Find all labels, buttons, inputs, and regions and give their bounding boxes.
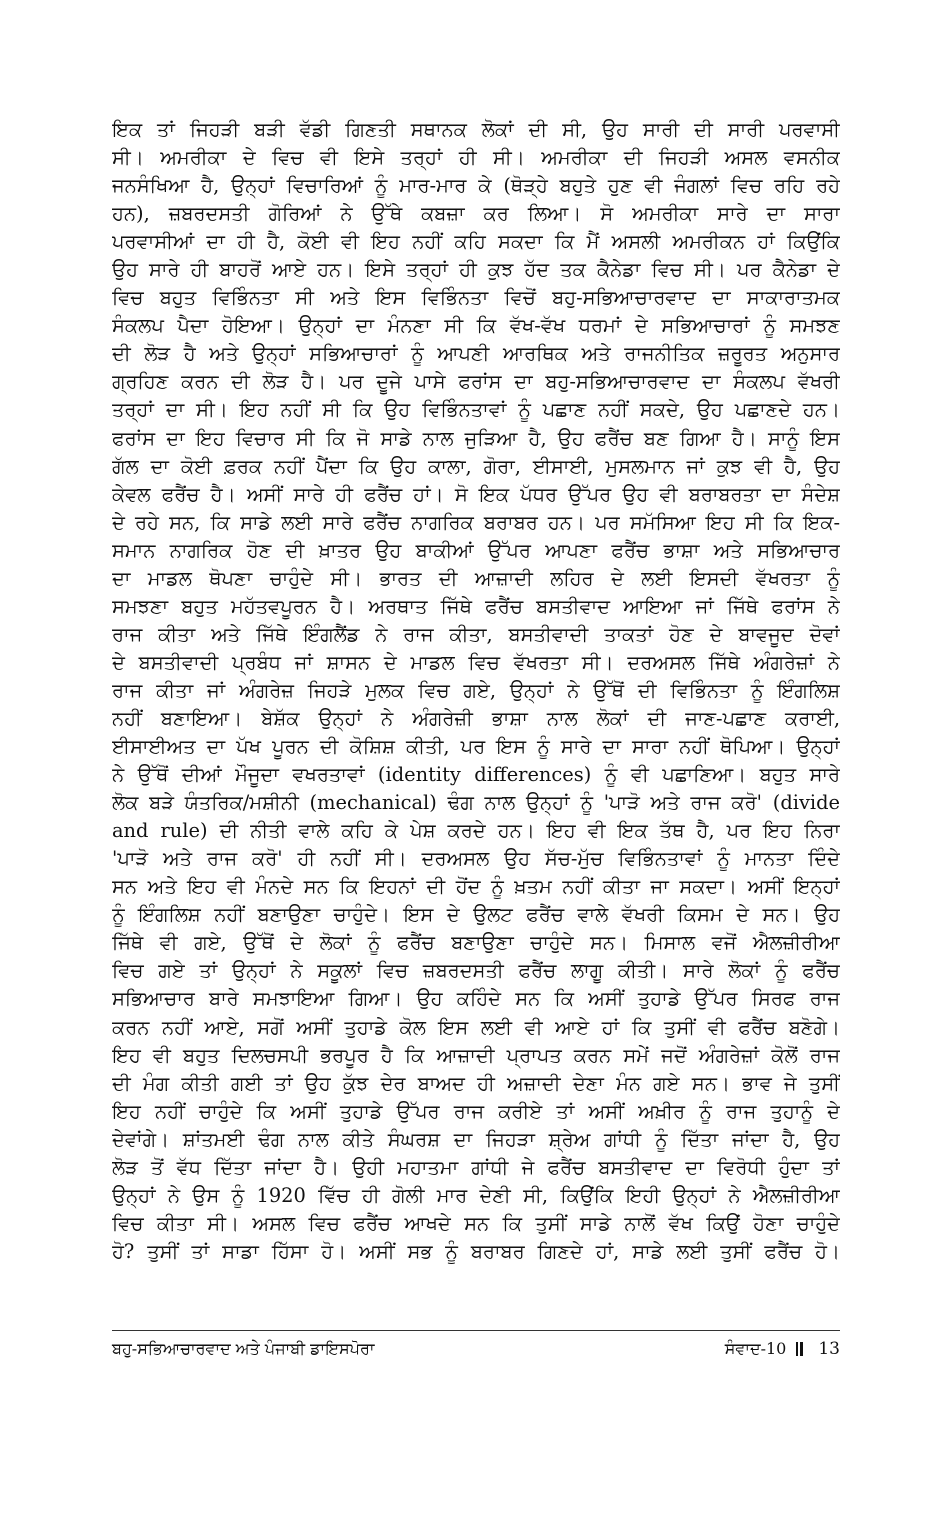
page-footer [112,1334,840,1364]
body-line: ਹਨ), ਜ਼ਬਰਦਸਤੀ ਗੋਰਿਆਂ ਨੇ ਉੱਥੇ ਕਬਜ਼ਾ ਕਰ ਲਿਆ। ਸੋ ਅਮਰੀਕਾ ਸਾਰੇ ਦਾ ਸਾਰਾ [112,202,840,226]
body-line: ਨੂੰ ਇੰਗਲਿਸ਼ ਨਹੀਂ ਬਣਾਉਣਾ ਚਾਹੁੰਦੇ। ਇਸ ਦੇ ਉਲਟ ਫਰੈਂਚ ਵਾਲੇ ਵੱਖਰੀ ਕਿਸਮ ਦੇ ਸਨ। ਉਹ [112,903,840,927]
body-line: ਨੇ ਉੱਥੋਂ ਦੀਆਂ ਮੌਜੂਦਾ ਵਖਰਤਾਵਾਂ (identity differences) ਨੂੰ ਵੀ ਪਛਾਣਿਆ। ਬਹੁਤ ਸਾਰੇ [112,763,840,787]
body-line: ਸਮਝਣਾ ਬਹੁਤ ਮਹੱਤਵਪੂਰਨ ਹੈ। ਅਰਥਾਤ ਜਿੱਥੇ ਫਰੈਂਚ ਬਸਤੀਵਾਦ ਆਇਆ ਜਾਂ ਜਿੱਥੇ ਫਰਾਂਸ ਨੇ [112,594,840,618]
body-line: ਪਰਵਾਸੀਆਂ ਦਾ ਹੀ ਹੈ, ਕੋਈ ਵੀ ਇਹ ਨਹੀਂ ਕਹਿ ਸਕਦਾ ਕਿ ਮੈਂ ਅਸਲੀ ਅਮਰੀਕਨ ਹਾਂ ਕਿਉਂਕਿ [112,230,840,254]
body-line: ਵਿਚ ਗਏ ਤਾਂ ਉਨ੍ਹਾਂ ਨੇ ਸਕੂਲਾਂ ਵਿਚ ਜ਼ਬਰਦਸਤੀ ਫਰੈਂਚ ਲਾਗੂ ਕੀਤੀ। ਸਾਰੇ ਲੋਕਾਂ ਨੂੰ ਫਰੈਂਚ [112,959,840,983]
body-line: ਈਸਾਈਅਤ ਦਾ ਪੱਖ ਪੂਰਨ ਦੀ ਕੋਸ਼ਿਸ਼ ਕੀਤੀ, ਪਰ ਇਸ ਨੂੰ ਸਾਰੇ ਦਾ ਸਾਰਾ ਨਹੀਂ ਥੋਪਿਆ। ਉਨ੍ਹਾਂ [112,735,840,759]
body-line: ਹੋ? ਤੁਸੀਂ ਤਾਂ ਸਾਡਾ ਹਿੱਸਾ ਹੋ। ਅਸੀਂ ਸਭ ਨੂੰ ਬਰਾਬਰ ਗਿਣਦੇ ਹਾਂ, ਸਾਡੇ ਲਈ ਤੁਸੀਂ ਫਰੈਂਚ ਹੋ। [112,1239,840,1263]
body-line: ਫਰਾਂਸ ਦਾ ਇਹ ਵਿਚਾਰ ਸੀ ਕਿ ਜੋ ਸਾਡੇ ਨਾਲ ਜੁੜਿਆ ਹੈ, ਉਹ ਫਰੈਂਚ ਬਣ ਗਿਆ ਹੈ। ਸਾਨੂੰ ਇਸ [112,426,840,450]
body-line: ਰਾਜ ਕੀਤਾ ਜਾਂ ਅੰਗਰੇਜ਼ ਜਿਹੜੇ ਮੁਲਕ ਵਿਚ ਗਏ, ਉਨ੍ਹਾਂ ਨੇ ਉੱਥੋਂ ਦੀ ਵਿਭਿੰਨਤਾ ਨੂੰ ਇੰਗਲਿਸ਼ [112,678,840,702]
body-line: ਵਿਚ ਕੀਤਾ ਸੀ। ਅਸਲ ਵਿਚ ਫਰੈਂਚ ਆਖਦੇ ਸਨ ਕਿ ਤੁਸੀਂ ਸਾਡੇ ਨਾਲੋਂ ਵੱਖ ਕਿਉਂ ਹੋਣਾ ਚਾਹੁੰਦੇ [112,1211,840,1235]
body-line: 'ਪਾੜੋ ਅਤੇ ਰਾਜ ਕਰੋ' ਹੀ ਨਹੀਂ ਸੀ। ਦਰਅਸਲ ਉਹ ਸੱਚ-ਮੁੱਚ ਵਿਭਿੰਨਤਾਵਾਂ ਨੂੰ ਮਾਨਤਾ ਦਿੰਦੇ [112,847,840,871]
double-bar-icon [794,1341,806,1357]
body-line: ਦੇ ਬਸਤੀਵਾਦੀ ਪ੍ਰਬੰਧ ਜਾਂ ਸ਼ਾਸਨ ਦੇ ਮਾਡਲ ਵਿਚ ਵੱਖਰਤਾ ਸੀ। ਦਰਅਸਲ ਜਿੱਥੇ ਅੰਗਰੇਜ਼ਾਂ ਨੇ [112,650,840,674]
page-number: 13 [818,1339,840,1359]
body-line: ਇਹ ਵੀ ਬਹੁਤ ਦਿਲਚਸਪੀ ਭਰਪੂਰ ਹੈ ਕਿ ਆਜ਼ਾਦੀ ਪ੍ਰਾਪਤ ਕਰਨ ਸਮੇਂ ਜਦੋਂ ਅੰਗਰੇਜ਼ਾਂ ਕੋਲੋਂ ਰਾਜ [112,1043,840,1067]
body-line: ਗੱਲ ਦਾ ਕੋਈ ਫ਼ਰਕ ਨਹੀਂ ਪੈਂਦਾ ਕਿ ਉਹ ਕਾਲਾ, ਗੋਰਾ, ਈਸਾਈ, ਮੁਸਲਮਾਨ ਜਾਂ ਕੁਝ ਵੀ ਹੈ, ਉਹ [112,454,840,478]
footer-rule [112,1330,840,1331]
body-line: ਇਹ ਨਹੀਂ ਚਾਹੁੰਦੇ ਕਿ ਅਸੀਂ ਤੁਹਾਡੇ ਉੱਪਰ ਰਾਜ ਕਰੀਏ ਤਾਂ ਅਸੀਂ ਅਖ਼ੀਰ ਨੂੰ ਰਾਜ ਤੁਹਾਨੂੰ ਦੇ [112,1099,840,1123]
body-line: ਲੋੜ ਤੋਂ ਵੱਧ ਦਿੱਤਾ ਜਾਂਦਾ ਹੈ। ਉਹੀ ਮਹਾਤਮਾ ਗਾਂਧੀ ਜੇ ਫਰੈਂਚ ਬਸਤੀਵਾਦ ਦਾ ਵਿਰੋਧੀ ਹੁੰਦਾ ਤਾਂ [112,1155,840,1179]
body-line: ਨਹੀਂ ਬਣਾਇਆ। ਬੇਸ਼ੱਕ ਉਨ੍ਹਾਂ ਨੇ ਅੰਗਰੇਜ਼ੀ ਭਾਸ਼ਾ ਨਾਲ ਲੋਕਾਂ ਦੀ ਜਾਣ-ਪਛਾਣ ਕਰਾਈ, [112,706,840,730]
body-line: ਉਹ ਸਾਰੇ ਹੀ ਬਾਹਰੋਂ ਆਏ ਹਨ। ਇਸੇ ਤਰ੍ਹਾਂ ਹੀ ਕੁਝ ਹੱਦ ਤਕ ਕੈਨੇਡਾ ਵਿਚ ਸੀ। ਪਰ ਕੈਨੇਡਾ ਦੇ [112,258,840,282]
body-line: ਦੀ ਲੋੜ ਹੈ ਅਤੇ ਉਨ੍ਹਾਂ ਸਭਿਆਚਾਰਾਂ ਨੂੰ ਆਪਣੀ ਆਰਥਿਕ ਅਤੇ ਰਾਜਨੀਤਿਕ ਜ਼ਰੂਰਤ ਅਨੁਸਾਰ [112,342,840,366]
body-line: ਦੀ ਮੰਗ ਕੀਤੀ ਗਈ ਤਾਂ ਉਹ ਕੁੱਝ ਦੇਰ ਬਾਅਦ ਹੀ ਅਜ਼ਾਦੀ ਦੇਣਾ ਮੰਨ ਗਏ ਸਨ। ਭਾਵ ਜੇ ਤੁਸੀਂ [112,1071,840,1095]
body-line: ਜਿੱਥੇ ਵੀ ਗਏ, ਉੱਥੋਂ ਦੇ ਲੋਕਾਂ ਨੂੰ ਫਰੈਂਚ ਬਣਾਉਣਾ ਚਾਹੁੰਦੇ ਸਨ। ਮਿਸਾਲ ਵਜੋਂ ਐਲਜ਼ੀਰੀਆ [112,931,840,955]
body-line: ਕੇਵਲ ਫਰੈਂਚ ਹੈ। ਅਸੀਂ ਸਾਰੇ ਹੀ ਫਰੈਂਚ ਹਾਂ। ਸੋ ਇਕ ਪੱਧਰ ਉੱਪਰ ਉਹ ਵੀ ਬਰਾਬਰਤਾ ਦਾ ਸੰਦੇਸ਼ [112,482,840,506]
footer-book-title: ਬਹੁ-ਸਭਿਆਚਾਰਵਾਦ ਅਤੇ ਪੰਜਾਬੀ ਡਾਇਸਪੋਰਾ [112,1339,375,1358]
body-line: ਉਨ੍ਹਾਂ ਨੇ ਉਸ ਨੂੰ 1920 ਵਿੱਚ ਹੀ ਗੋਲੀ ਮਾਰ ਦੇਣੀ ਸੀ, ਕਿਉਂਕਿ ਇਹੀ ਉਨ੍ਹਾਂ ਨੇ ਐਲਜ਼ੀਰੀਆ [112,1183,840,1207]
footer-issue: ਸੰਵਾਦ-10 [724,1339,787,1358]
footer-page-info [725,1334,840,1364]
body-line: ਸਨ ਅਤੇ ਇਹ ਵੀ ਮੰਨਦੇ ਸਨ ਕਿ ਇਹਨਾਂ ਦੀ ਹੋਂਦ ਨੂੰ ਖ਼ਤਮ ਨਹੀਂ ਕੀਤਾ ਜਾ ਸਕਦਾ। ਅਸੀਂ ਇਨ੍ਹਾਂ [112,875,840,899]
body-line: ਸਭਿਆਚਾਰ ਬਾਰੇ ਸਮਝਾਇਆ ਗਿਆ। ਉਹ ਕਹਿੰਦੇ ਸਨ ਕਿ ਅਸੀਂ ਤੁਹਾਡੇ ਉੱਪਰ ਸਿਰਫ ਰਾਜ [112,987,840,1011]
body-line: ਕਰਨ ਨਹੀਂ ਆਏ, ਸਗੋਂ ਅਸੀਂ ਤੁਹਾਡੇ ਕੋਲ ਇਸ ਲਈ ਵੀ ਆਏ ਹਾਂ ਕਿ ਤੁਸੀਂ ਵੀ ਫਰੈਂਚ ਬਣੋਗੇ। [112,1015,840,1039]
body-line: ਸਮਾਨ ਨਾਗਰਿਕ ਹੋਣ ਦੀ ਖ਼ਾਤਰ ਉਹ ਬਾਕੀਆਂ ਉੱਪਰ ਆਪਣਾ ਫਰੈਂਚ ਭਾਸ਼ਾ ਅਤੇ ਸਭਿਆਚਾਰ [112,538,840,562]
body-line: ਲੋਕ ਬੜੇ ਯੰਤਰਿਕ/ਮਸ਼ੀਨੀ (mechanical) ਢੰਗ ਨਾਲ ਉਨ੍ਹਾਂ ਨੂੰ 'ਪਾੜੋ ਅਤੇ ਰਾਜ ਕਰੋ' (divide [112,791,840,815]
body-line: ਸੰਕਲਪ ਪੈਦਾ ਹੋਇਆ। ਉਨ੍ਹਾਂ ਦਾ ਮੰਨਣਾ ਸੀ ਕਿ ਵੱਖ-ਵੱਖ ਧਰਮਾਂ ਦੇ ਸਭਿਆਚਾਰਾਂ ਨੂੰ ਸਮਝਣ [112,314,840,338]
body-line: ਜਨਸੰਖਿਆ ਹੈ, ਉਨ੍ਹਾਂ ਵਿਚਾਰਿਆਂ ਨੂੰ ਮਾਰ-ਮਾਰ ਕੇ (ਥੋੜ੍ਹੇ ਬਹੁਤੇ ਹੁਣ ਵੀ ਜੰਗਲਾਂ ਵਿਚ ਰਹਿ ਰਹੇ [112,174,840,198]
body-line: ਦਾ ਮਾਡਲ ਥੋਪਣਾ ਚਾਹੁੰਦੇ ਸੀ। ਭਾਰਤ ਦੀ ਆਜ਼ਾਦੀ ਲਹਿਰ ਦੇ ਲਈ ਇਸਦੀ ਵੱਖਰਤਾ ਨੂੰ [112,566,840,590]
body-line: and rule) ਦੀ ਨੀਤੀ ਵਾਲੇ ਕਹਿ ਕੇ ਪੇਸ਼ ਕਰਦੇ ਹਨ। ਇਹ ਵੀ ਇਕ ਤੱਥ ਹੈ, ਪਰ ਇਹ ਨਿਰਾ [112,819,840,843]
body-line: ਇਕ ਤਾਂ ਜਿਹੜੀ ਬੜੀ ਵੱਡੀ ਗਿਣਤੀ ਸਥਾਨਕ ਲੋਕਾਂ ਦੀ ਸੀ, ਉਹ ਸਾਰੀ ਦੀ ਸਾਰੀ ਪਰਵਾਸੀ [112,118,840,141]
body-line: ਗ੍ਰਹਿਣ ਕਰਨ ਦੀ ਲੋੜ ਹੈ। ਪਰ ਦੂਜੇ ਪਾਸੇ ਫਰਾਂਸ ਦਾ ਬਹੁ-ਸਭਿਆਚਾਰਵਾਦ ਦਾ ਸੰਕਲਪ ਵੱਖਰੀ [112,370,840,394]
body-line: ਦੇ ਰਹੇ ਸਨ, ਕਿ ਸਾਡੇ ਲਈ ਸਾਰੇ ਫਰੈਂਚ ਨਾਗਰਿਕ ਬਰਾਬਰ ਹਨ। ਪਰ ਸਮੱਸਿਆ ਇਹ ਸੀ ਕਿ ਇਕ- [112,510,840,534]
body-line: ਰਾਜ ਕੀਤਾ ਅਤੇ ਜਿੱਥੇ ਇੰਗਲੈਂਡ ਨੇ ਰਾਜ ਕੀਤਾ, ਬਸਤੀਵਾਦੀ ਤਾਕਤਾਂ ਹੋਣ ਦੇ ਬਾਵਜੂਦ ਦੋਵਾਂ [112,622,840,646]
body-text [112,116,840,1526]
body-line: ਤਰ੍ਹਾਂ ਦਾ ਸੀ। ਇਹ ਨਹੀਂ ਸੀ ਕਿ ਉਹ ਵਿਭਿੰਨਤਾਵਾਂ ਨੂੰ ਪਛਾਣ ਨਹੀਂ ਸਕਦੇ, ਉਹ ਪਛਾਣਦੇ ਹਨ। [112,398,840,422]
body-line: ਦੇਵਾਂਗੇ। ਸ਼ਾਂਤਮਈ ਢੰਗ ਨਾਲ ਕੀਤੇ ਸੰਘਰਸ਼ ਦਾ ਜਿਹੜਾ ਸ਼੍ਰੇਅ ਗਾਂਧੀ ਨੂੰ ਦਿੱਤਾ ਜਾਂਦਾ ਹੈ, ਉਹ [112,1127,840,1151]
body-line: ਵਿਚ ਬਹੁਤ ਵਿਭਿੰਨਤਾ ਸੀ ਅਤੇ ਇਸ ਵਿਭਿੰਨਤਾ ਵਿਚੋਂ ਬਹੁ-ਸਭਿਆਚਾਰਵਾਦ ਦਾ ਸਾਕਾਰਾਤਮਕ [112,286,840,310]
body-line: ਸੀ। ਅਮਰੀਕਾ ਦੇ ਵਿਚ ਵੀ ਇਸੇ ਤਰ੍ਹਾਂ ਹੀ ਸੀ। ਅਮਰੀਕਾ ਦੀ ਜਿਹੜੀ ਅਸਲ ਵਸਨੀਕ [112,146,840,170]
